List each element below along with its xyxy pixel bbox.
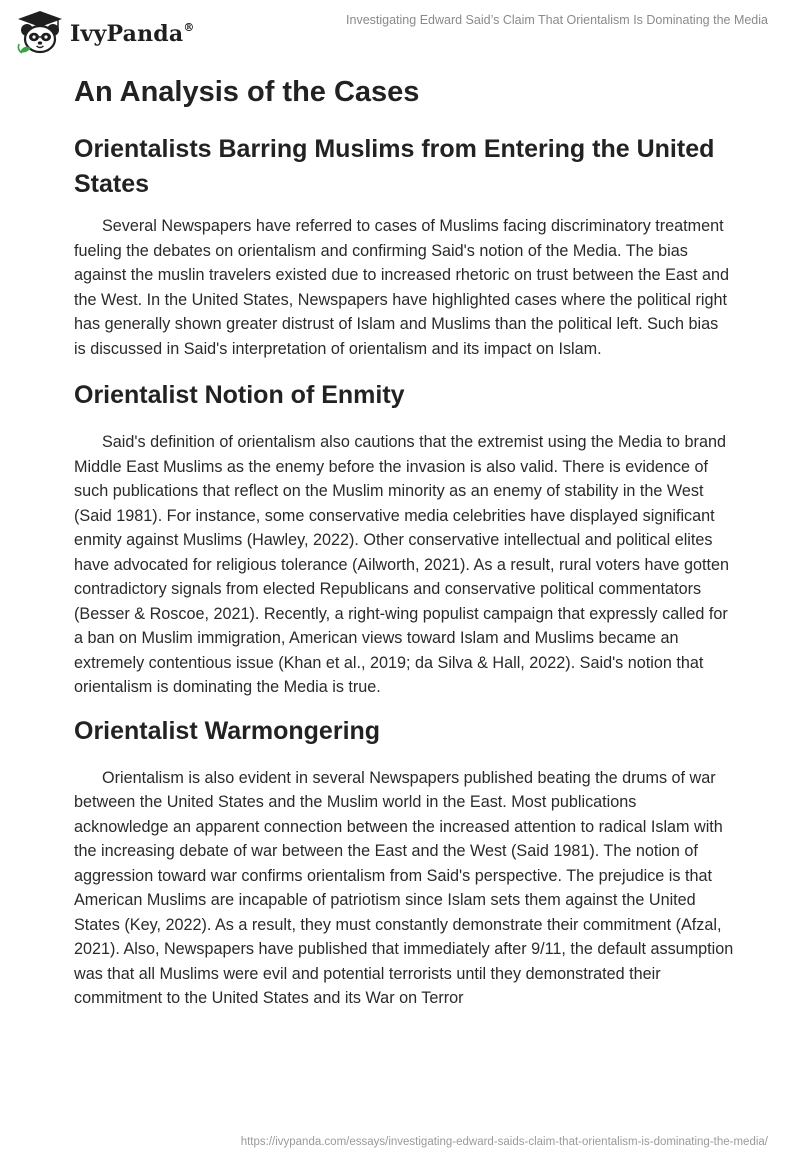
section-paragraph: Orientalism is also evident in several Newspapers published beating the drums of war between the United States and the Muslim world in the East. Most publications acknowledge an apparent connection between the increased attention to radical Islam with the increasing debate of war between the East and the West (Said 1981). The notion of aggression toward war confirms orientalism from Said's perspective. The prejudice is that American Muslims are incapable of patriotism since Islam sets them against the United States (Key, 2022). As a result, they must constantly demonstrate their commitment (Afzal, 2021). Also, Newspapers have published that immediately after 9/11, the default assumption was that all Muslims were evil and potential terrorists until they demonstrated their commitment to the United States and its War on Terror (74, 768, 734, 1007)
page-header (0, 0, 800, 64)
section-warmongering (74, 714, 734, 1011)
section-notion-of-enmity (74, 378, 734, 700)
source-url[interactable]: https://ivypanda.com/essays/investigating-edward-saids-claim-that-orientalism-is-dominating-the-media/ (240, 1136, 768, 1148)
section-barring-muslims (74, 132, 734, 361)
section-paragraph: Several Newspapers have referred to cases of Muslims facing discriminatory treatment fueling the debates on orientalism and confirming Said's notion of the Media. The bias against the muslin travelers existed due to increased rhetoric on trust between the East and the West. In the United States, Newspapers have highlighted cases where the political right has generally shown greater distrust of Islam and Muslims than the political left. Such bias is discussed in Said's interpretation of orientalism and its impact on Islam. (74, 217, 730, 358)
essay-content (74, 70, 734, 1011)
document-title: Investigating Edward Said’s Claim That Orientalism Is Dominating the Media (346, 13, 768, 27)
panda-graduate-icon (14, 8, 66, 60)
section-heading: Orientalist Notion of Enmity (74, 381, 405, 409)
brand-logo[interactable] (14, 8, 195, 60)
section-heading: Orientalist Warmongering (74, 716, 381, 745)
brand-name: IvyPanda® (70, 21, 195, 47)
section-paragraph: Said's definition of orientalism also cautions that the extremist using the Media to brand Middle East Muslims as the enemy before the invasion is also valid. There is evidence of such publications that reflect on the Muslim minority as an enemy of stability in the West (Said 1981). For instance, some conservative media celebrities have displayed significant enmity against Muslims (Hawley, 2022). Other conservative intellectual and political elites have advocated for religious tolerance (Ailworth, 2021). As a result, rural voters have gotten contradictory signals from elected Republicans and conservative political commentators (Besser & Roscoe, 2021). Recently, a right-wing populist campaign that expressly called for a ban on Muslim immigration, American views toward Islam and Muslims became an extremely contentious issue (Khan et al., 2019; da Silva & Hall, 2022). Said's notion that orientalism is dominating the Media is true. (74, 433, 730, 696)
page-title: An Analysis of the Cases (74, 76, 420, 108)
section-heading: Orientalists Barring Muslims from Entering the United States (74, 135, 715, 198)
